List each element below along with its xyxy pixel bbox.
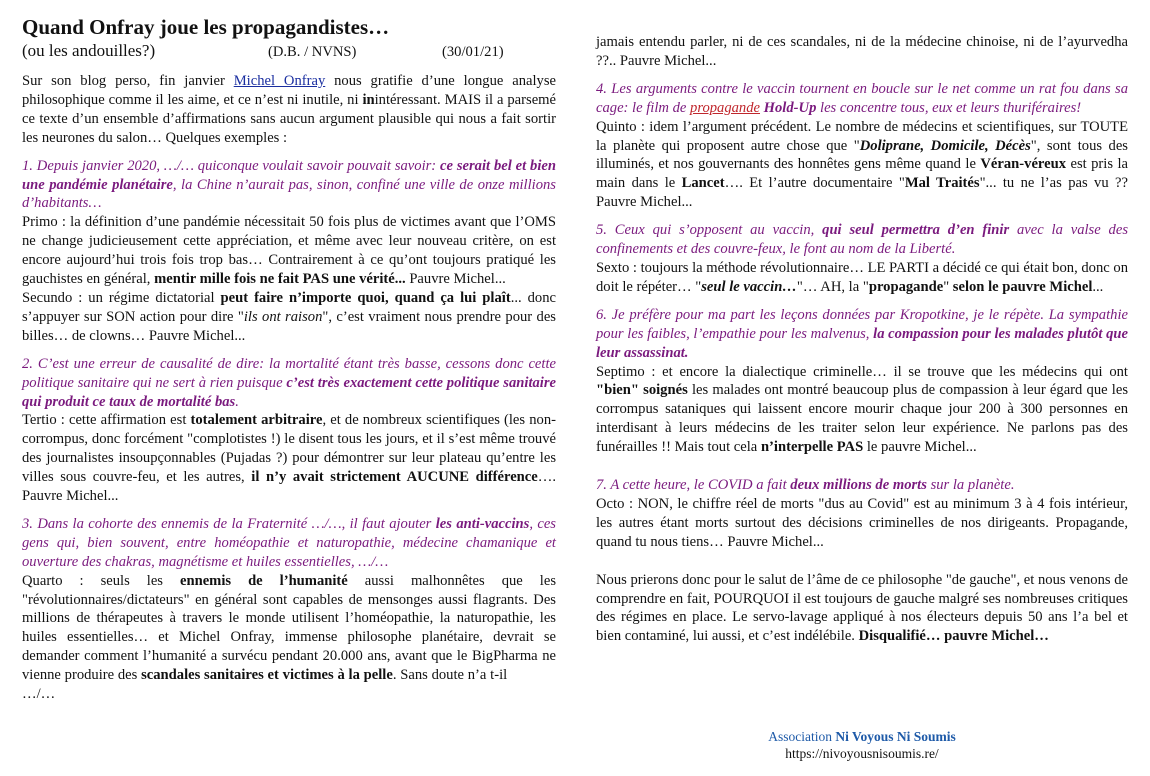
- page-title: Quand Onfray joue les propagandistes…: [22, 15, 390, 39]
- intro-paragraph: Sur son blog perso, fin janvier Michel Onfray nous gratifie d’une longue analyse philosophique comme il les aime, et ce n’est ni inutile, ni inintéressant. MAIS il a parsemé ce texte d’un ensemble d’affirmations sans aucun argument plausible qui nous a fait sortir les neurones du salon… Quelques exemples :: [22, 73, 557, 146]
- claim-7: 7. A cette heure, le COVID a fait deux millions de morts sur la planète.: [596, 477, 1015, 494]
- reply-tertio: Tertio : cette affirmation est totalement arbitraire, et de nombreux scientifiques (les non-corrompus, donc forcément "complotistes !) le disent tous les jours, et il s’est même trouvé des journalistes insoupçonnables (Pujadas ?) pour démontrer sur leur plateau qu’entre les villes sous couvre-feu, et les autres, il n’y avait strictement AUCUNE différence…. Pauvre Michel...: [22, 412, 556, 505]
- claim-6: 6. Je préfère pour ma part les leçons données par Kropotkine, je le répète. La sympathie pour les faibles, l’empathie pour les malvenus, la compassion pour les malades plutôt que leur assassinat.: [596, 306, 1128, 361]
- reply-septimo: Septimo : et encore la dialectique criminelle… il se trouve que les médecins qui ont "bien" soignés les malades ont montré beaucoup plus de compassion à leur égard que les corrompus sataniques qui laissent encore mourir chaque jour 200 à 300 personnes en interdisant à leurs médecins de les traiter selon leur expérience. Ne parlons pas des funérailles !! Mais tout cela n’interpelle PAS le pauvre Michel...: [596, 363, 1128, 456]
- publication-date: (30/01/21): [442, 44, 504, 60]
- right-column: [596, 33, 1128, 646]
- author-credit: (D.B. / NVNS): [268, 44, 357, 60]
- claim-3: 3. Dans la cohorte des ennemis de la Fraternité …/…, il faut ajouter les anti-vaccins, ces gens qui, bien souvent, entre homéopathie et naturopathie, médecine chamanique et ouverture des chakras, magnétisme et huiles essentielles, …/…: [22, 515, 556, 570]
- footer: [596, 728, 1128, 762]
- page-subtitle: (ou les andouilles?): [22, 41, 156, 60]
- reply-secundo: Secundo : un régime dictatorial peut faire n’importe quoi, quand ça lui plaît... donc s’appuyer sur SON action pour dire "ils ont raison", c’est vraiment nous prendre pour des billes… de clowns… Pauvre Michel...: [22, 289, 556, 344]
- claim-2: 2. C’est une erreur de causalité de dire: la mortalité étant très basse, cessons donc cette politique sanitaire qui ne sert à rien puisque c’est très exactement cette politique sanitaire qui produit ce taux de mortalité bas.: [22, 355, 557, 410]
- claim-1: 1. Depuis janvier 2020, …/… quiconque voulait savoir pouvait savoir: ce serait bel et bien une pandémie planétaire, la Chine n’aurait pas, sinon, confiné une ville de onze millions d’habitants…: [22, 157, 556, 212]
- reply-quarto: Quarto : seuls les ennemis de l’humanité aussi malhonnêtes que les "révolutionnaires/dictateurs" en général sont capables de mensonges aussi flagrants. Des millions de thérapeutes à travers le monde utilisent l’homéopathie, la naturopathie, les huiles essentielles… et Michel Onfray, immense philosophe planétaire, devrait se demander comment l’humanité a survécu pendant 20.000 ans, avant que le BigPharma ne vienne produire des scandales sanitaires et victimes à la pelle. Sans doute n’a t-il …/…: [22, 572, 556, 703]
- propagande-link[interactable]: propagande: [690, 99, 761, 116]
- reply-octo: Octo : NON, le chiffre réel de morts "dus au Covid" est au minimum 3 à 4 fois intérieur, les autres étant morts surtout des décisions criminelles de nos dirigeants. Propagande, quand tu nous tiens… Pauvre Michel...: [596, 495, 1128, 550]
- reply-quinto: Quinto : idem l’argument précédent. Le nombre de médecins et scientifiques, sur TOUTE la planète qui proposent autre chose que "Doliprane, Domicile, Décès", sont tous des illuminés, et nos gouvernants des honnêtes gens même quand le Véran-véreux est pris la main dans le Lancet…. Et l’autre documentaire "Mal Traités"... tu ne l’as pas vu ?? Pauvre Michel...: [596, 118, 1128, 211]
- reply-primo: Primo : la définition d’une pandémie nécessitait 50 fois plus de victimes avant que l’OMS ne change judicieusement cette appréciation, et même avec leur nouveau critère, on est encore aujourd’hui trois fois trop bas… Contrairement à ce qu’ont toujours pratiqué les gauchistes en général, mentir mille fois ne fait PAS une vérité... Pauvre Michel...: [22, 214, 556, 288]
- subtitle-row: [22, 40, 556, 63]
- conclusion-paragraph: Nous prierons donc pour le salut de l’âme de ce philosophe "de gauche", et nous venons de comprendre en fait, POURQUOI il est toujours de gauche malgré ses nombreuses critiques des régimes en place. Le servo-lavage appliqué à nos électeurs depuis 50 ans l’a bel et bien contaminé, lui aussi, et c’est indélébile. Disqualifié… pauvre Michel…: [596, 571, 1128, 645]
- claim-4: 4. Les arguments contre le vaccin tournent en boucle sur le net comme un rat fou dans sa cage: le film de propagande Hold-Up les concentre tous, eux et leurs thuriféraires!: [596, 80, 1128, 116]
- michel-onfray-link[interactable]: Michel Onfray: [233, 73, 326, 89]
- association-name: Association Ni Voyous Ni Soumis: [768, 729, 956, 744]
- left-column: [22, 14, 556, 704]
- website-url[interactable]: https://nivoyousnisoumis.re/: [785, 746, 939, 761]
- reply-sexto: Sexto : toujours la méthode révolutionnaire… LE PARTI a décidé ce qui était bon, donc on doit le répéter… "seul le vaccin…"… AH, la "propagande" selon le pauvre Michel...: [596, 259, 1128, 295]
- claim-5: 5. Ceux qui s’opposent au vaccin, qui seul permettra d’en finir avec la valse des confinements et des couvre-feux, le font au nom de la Liberté.: [596, 222, 1129, 258]
- reply-quarto-continued: jamais entendu parler, ni de ces scandales, ni de la médecine chinoise, ni de l’ayurvedha ??.. Pauvre Michel...: [596, 34, 1128, 69]
